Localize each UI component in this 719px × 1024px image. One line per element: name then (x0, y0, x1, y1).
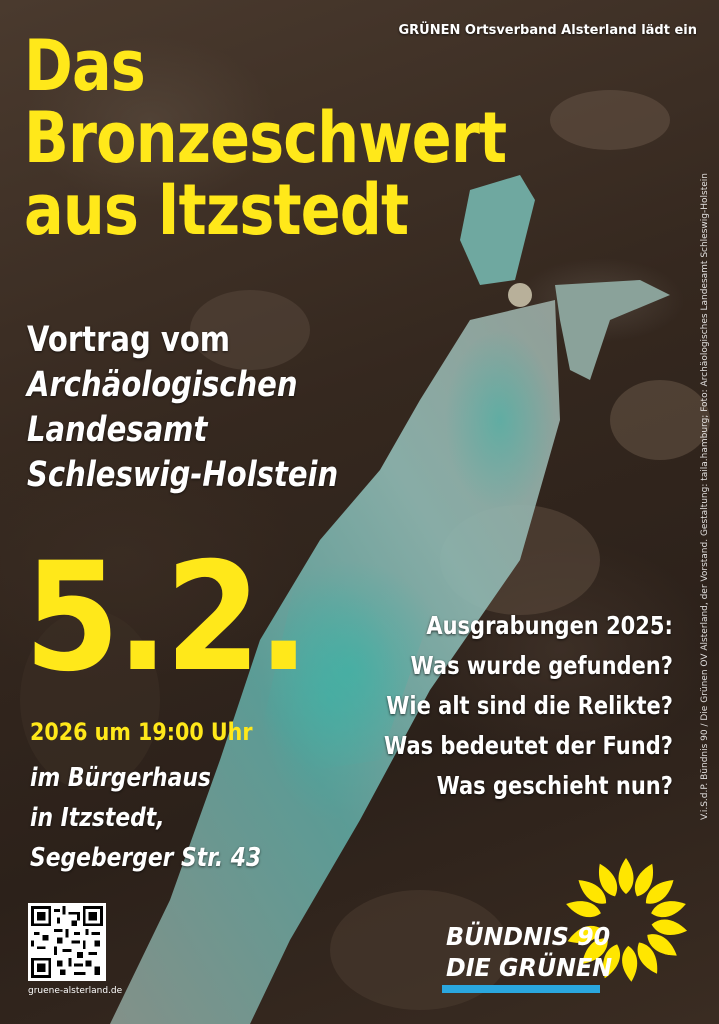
event-date: 5.2. (24, 531, 307, 705)
subtitle-line: Archäologischen (27, 365, 298, 405)
lecture-questions (384, 606, 673, 806)
website-url[interactable]: gruene-alsterland.de (28, 986, 123, 996)
logo-blue-bar (442, 985, 600, 993)
qr-code-icon[interactable] (28, 903, 106, 981)
party-logo (438, 850, 698, 1000)
subtitle-line: Landesamt (27, 410, 208, 450)
venue-line: im Bürgerhaus (30, 763, 211, 793)
organizer-credit: GRÜNEN Ortsverband Alsterland lädt ein (398, 23, 697, 38)
question-line: Wie alt sind die Relikte? (386, 691, 673, 720)
event-year-time: 2026 um 19:00 Uhr (30, 718, 253, 746)
title-line: aus Itzstedt (24, 169, 409, 251)
title-line: Das (24, 25, 145, 107)
logo-line-2: DIE GRÜNEN (446, 953, 613, 982)
venue-line: in Itzstedt, (30, 803, 165, 833)
question-line: Was geschieht nun? (436, 771, 673, 800)
subtitle-line: Vortrag vom (27, 320, 231, 360)
event-title (24, 25, 507, 251)
question-line: Was wurde gefunden? (410, 651, 673, 680)
question-line: Was bedeutet der Fund? (384, 731, 673, 760)
question-line: Ausgrabungen 2025: (426, 611, 673, 640)
logo-line-1: BÜNDNIS 90 (446, 922, 611, 951)
legal-credit: V.i.S.d.P. Bündnis 90 / Die Grünen OV Alsterland, der Vorstand. Gestaltung: taila.hamburg; Foto: Archäologisches Landesamt Schleswig-Holstein (700, 173, 710, 820)
event-venue (30, 758, 261, 878)
venue-line: Segeberger Str. 43 (30, 843, 262, 873)
lecture-subtitle (27, 318, 338, 498)
title-line: Bronzeschwert (24, 97, 507, 179)
subtitle-line: Schleswig-Holstein (27, 455, 339, 495)
